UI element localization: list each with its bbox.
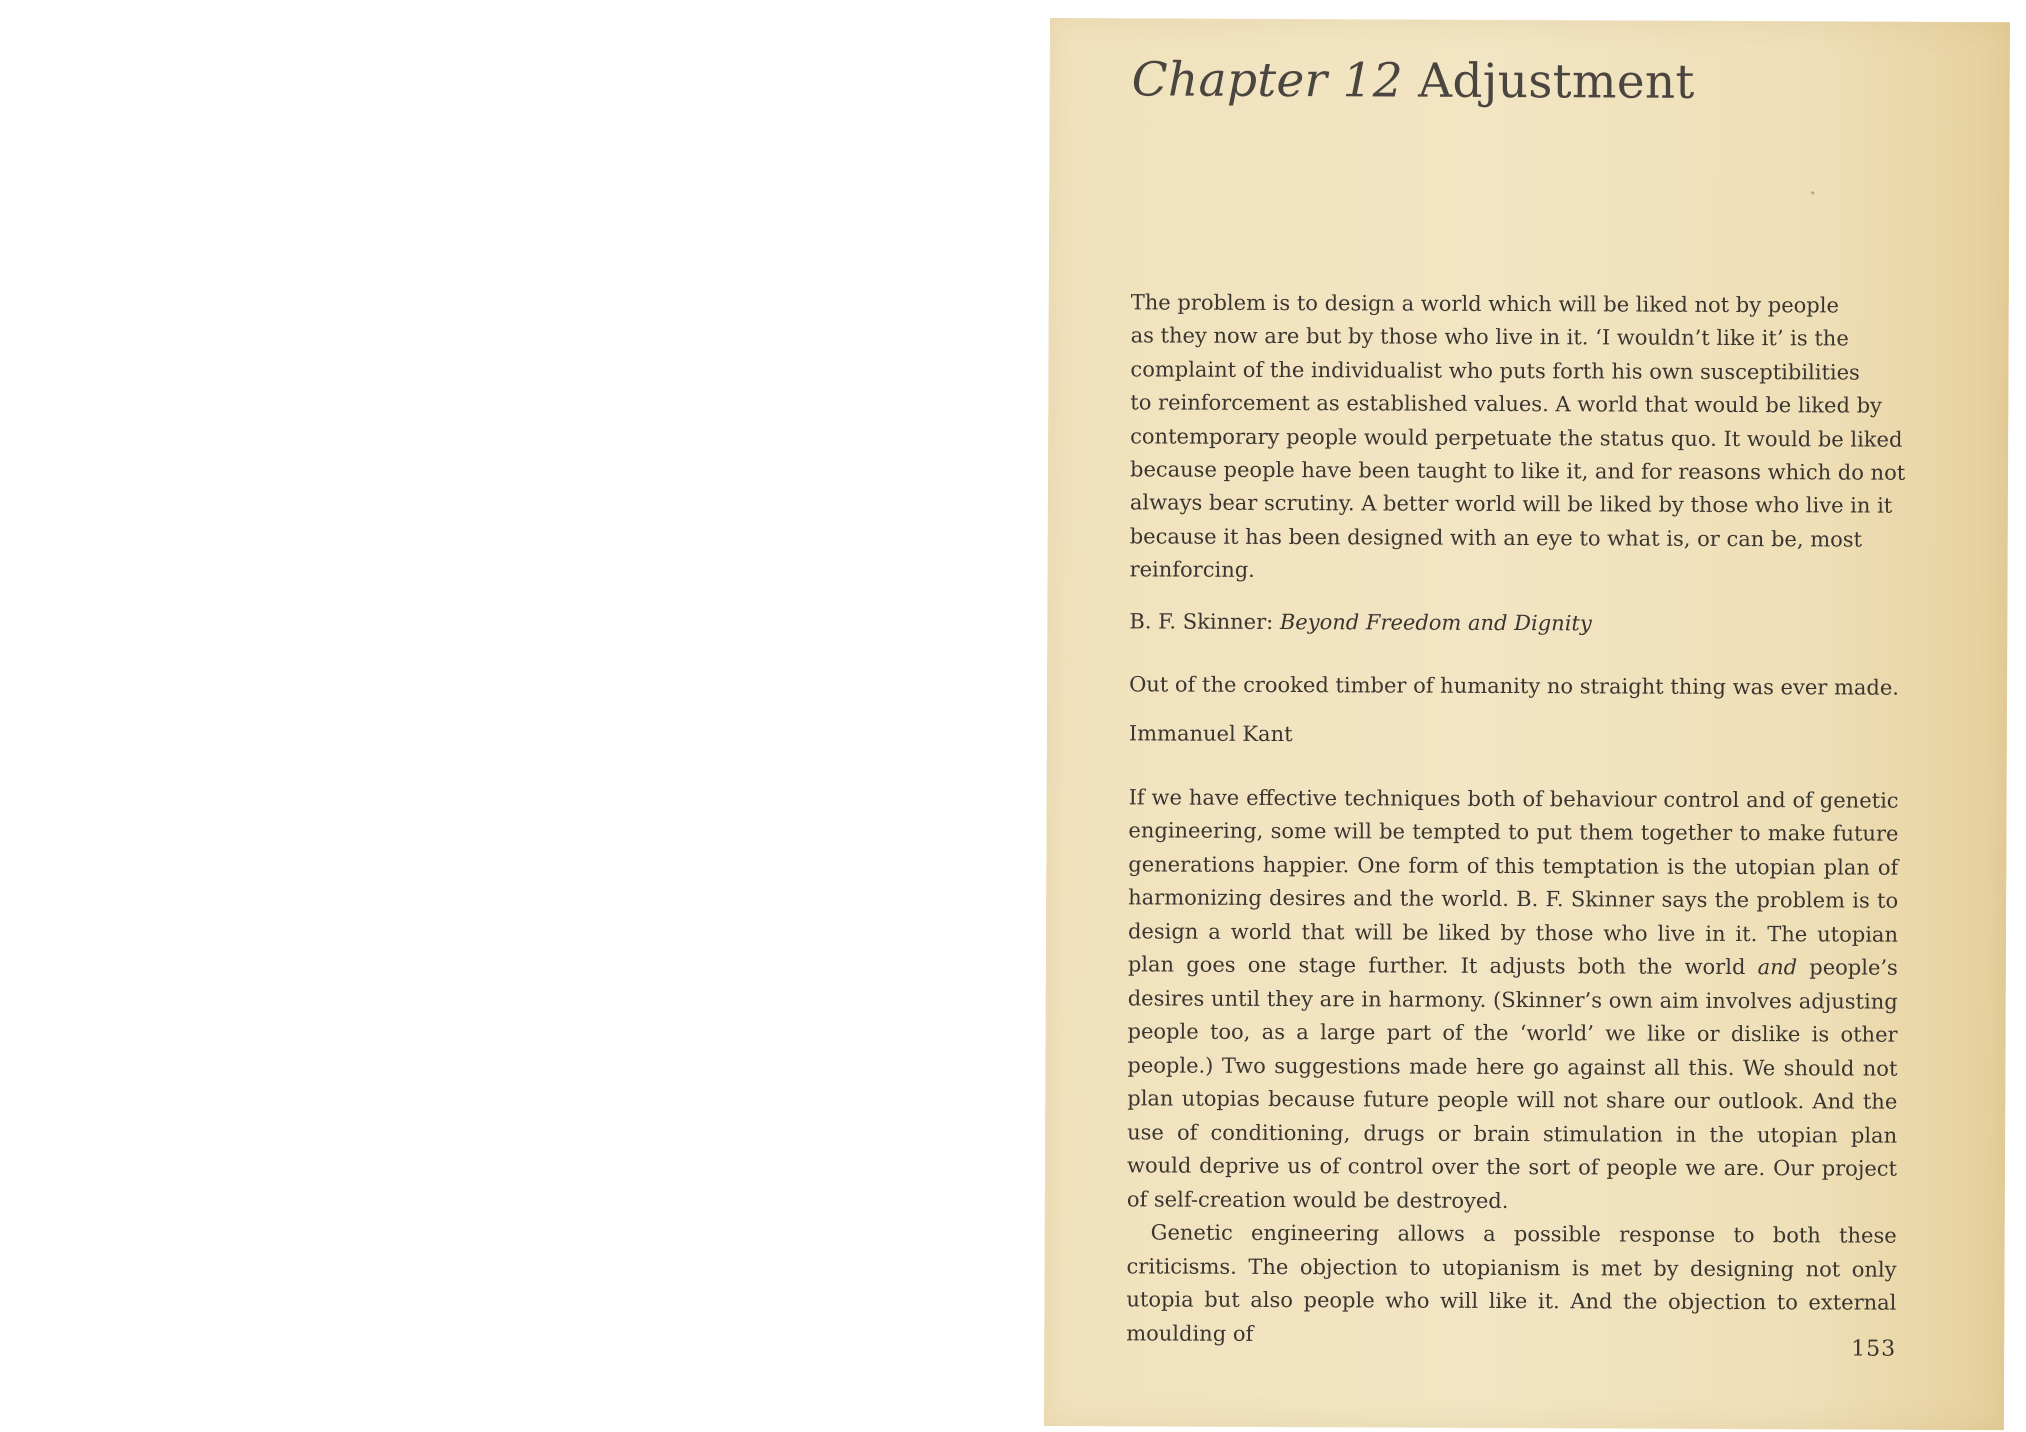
epigraph-quote (1129, 286, 1906, 590)
attribution-work: Beyond Freedom and Dignity (1279, 609, 1592, 636)
epigraph-line: because it has been designed with an eye to what is, or can be, most (1129, 524, 1863, 552)
epigraph-line: complaint of the individualist who puts forth his own susceptibilities (1130, 357, 1860, 385)
epigraph-line: reinforcing. (1129, 557, 1255, 583)
epigraph-attribution (1129, 605, 1899, 641)
paper-speck (1811, 191, 1814, 194)
epigraph-line: because people have been taught to like it, and for reasons which do not (1129, 457, 1906, 485)
body-text (1126, 781, 1898, 1354)
book-page (1044, 18, 2010, 1430)
chapter-heading (1132, 52, 1695, 109)
page-content (1126, 286, 1906, 1354)
chapter-label: Chapter 12 (1131, 52, 1404, 109)
body-paragraph: Genetic engineering allows a possible response to both these criticisms. The objection to utopianism is met by designing not only utopia but also people who will like it. And the objection to external moulding of (1126, 1220, 1897, 1346)
epigraph-line: as they now are but by those who live in it. ‘I wouldn’t like it’ is the (1130, 323, 1849, 351)
epigraph-quote: Out of the crooked timber of humanity no straight thing was ever made. (1129, 672, 1900, 700)
page-number: 153 (1851, 1336, 1897, 1362)
epigraph-line: always bear scrutiny. A better world will be liked by those who live in it (1129, 490, 1893, 519)
body-text-run: If we have effective techniques both of behaviour control and of genetic engineering, some will be tempted to put them together to make future generations happier. One form of this temptation is the utopian plan of harmonizing desires and the world. B. F. Skinner says the problem is to design a world that will be liked by those who live in it. The utopian plan goes one stage further. It adjusts both the world (1127, 785, 1899, 980)
body-text-run: people’s desires until they are in harmony. (Skinner’s own aim involves adjusting people too, as a large part of the ‘world’ we like or dislike is other people.) Two suggestions made here go against all this. We should not plan utopias because future people will not share our outlook. And the use of conditioning, drugs or brain stimulation in the utopian plan would deprive us of control over the sort of people we are. Our project of self-creation would be destroyed. (1126, 955, 1898, 1213)
epigraph-line: The problem is to design a world which will be liked not by people (1130, 290, 1839, 318)
emphasis: and (1757, 955, 1798, 980)
epigraph-line: to reinforcement as established values. A world that would be liked by (1130, 390, 1882, 418)
attribution-author: B. F. Skinner: (1129, 609, 1280, 634)
epigraph-attribution: Immanuel Kant (1128, 721, 1293, 746)
epigraph-line: contemporary people would perpetuate the status quo. It would be liked (1130, 423, 1903, 452)
epigraph-skinner (1129, 286, 1906, 641)
body-paragraph (1127, 781, 1899, 1220)
epigraph-kant (1129, 668, 1899, 753)
chapter-title: Adjustment (1418, 53, 1695, 110)
